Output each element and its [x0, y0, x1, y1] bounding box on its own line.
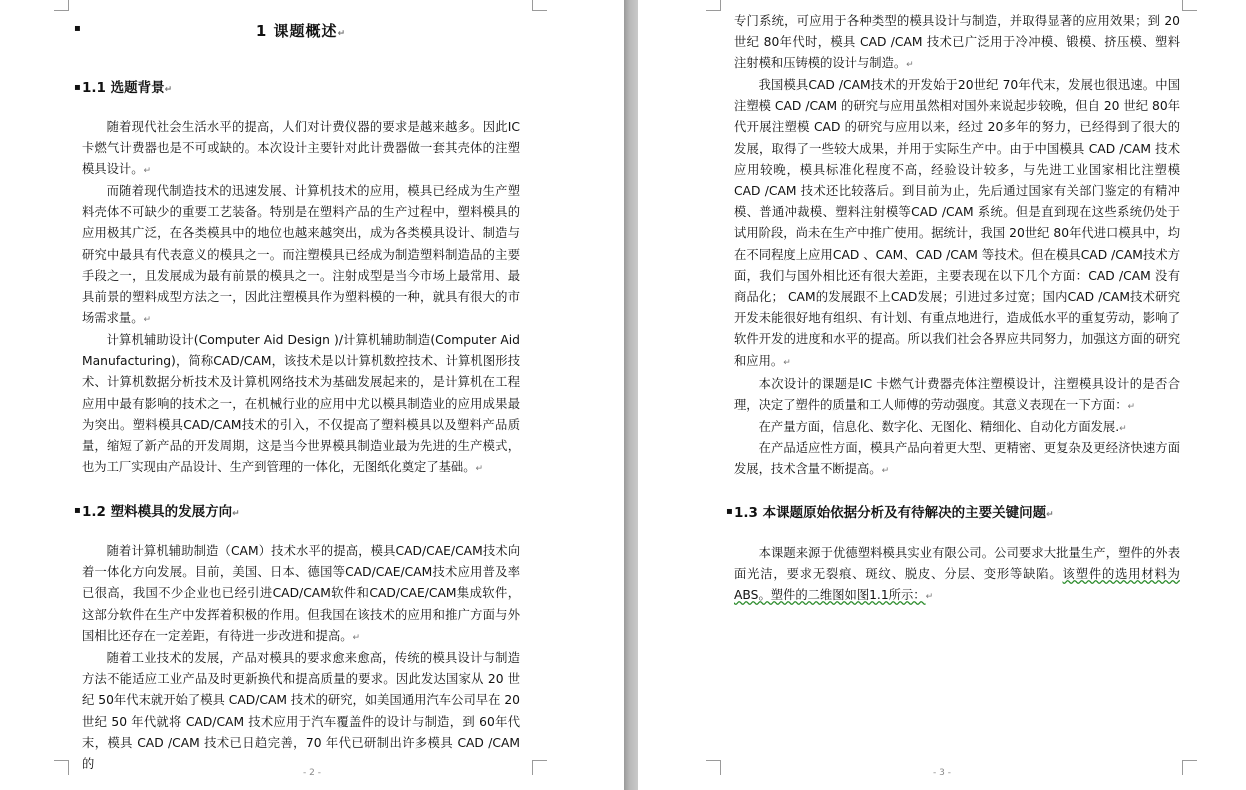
page-number: - 3 -	[933, 768, 951, 778]
paragraph: 随着现代社会生活水平的提高，人们对计费仪器的要求是越来越多。因此IC 卡燃气计费器也是不可或缺的。本次设计主要针对此计费器做一套其壳体的注塑模具设计。↵	[82, 120, 520, 177]
section-heading-1-3: 1.3 本课题原始依据分析及有待解决的主要关键问题↵	[734, 505, 1054, 521]
paragraph: 本课题来源于优德塑料模具实业有限公司。公司要求大批量生产，塑件的外表面光洁，要求无裂痕、斑纹、脱皮、分层、变形等缺陷。该塑件的选用材料为ABS。塑件的二维图如图1.1所示：↵	[734, 546, 1180, 603]
paragraph: 随着计算机辅助制造（CAM）技术水平的提高，模具CAD/CAE/CAM技术向着一体化方向发展。目前，美国、日本、德国等CAD/CAE/CAM技术应用普及率已很高，我国不少企业也已经引进CAD/CAM软件和CAD/CAE/CAM集成软件，这部分软件在生产中发挥着积极的作用。但我国在该技术的应用和推广方面与外国相比还存在一定差距，有待进一步改进和提高。↵	[82, 544, 520, 643]
paragraph: 我国模具CAD /CAM技术的开发始于20世纪 70年代末，发展也很迅速。中国注塑模 CAD /CAM 的研究与应用虽然相对国外来说起步较晚，但自 20 世纪 80年代开展注塑模 CAD 的研究与应用以来，经过 20多年的努力，已经得到了很大的发展，取得了一些较大成果，并用于实际生产中。由于中国模具 CAD /CAM 技术应用较晚，模具标准化程度不高，经验设计较多，与先进工业国家相比注塑模 CAD /CAM 技术还比较落后。到目前为止，先后通过国家有关部门鉴定的有精冲模、普通冲裁模、塑料注射模等CAD /CAM 系统。但是直到现在这些系统仍处于试用阶段，尚未在生产中推广使用。据统计，我国 20世纪 80年代进口模具中，均在不同程度上应用CAD 、CAM、CAD /CAM 等技术。但在模具CAD /CAM技术方面，我们与国外相比还有很大差距，主要表现在以下几个方面：CAD /CAM 没有商品化； CAM的发展跟不上CAD发展；引进过多过宽；国内CAD /CAM技术研究开发未能很好地有组织、有计划、有重点地进行，造成低水平的重复劳动，影响了软件开发的进度和水平的提高。所以我们社会各界应共同努力，加强这方面的研究和应用。↵	[734, 78, 1180, 368]
page-number: - 2 -	[303, 768, 321, 778]
document-page-right	[638, 0, 1246, 790]
crop-mark	[706, 0, 721, 11]
paragraph: 而随着现代制造技术的迅速发展、计算机技术的应用，模具已经成为生产塑料壳体不可缺少的重要工艺装备。特别是在塑料产品的生产过程中，塑料模具的应用极其广泛，在各类模具中的地位也越来越突出，成为各类模具设计、制造与研究中最具有代表意义的模具之一。而注塑模具已经成为制造塑料制造品的主要手段之一，且发展成为最有前景的模具之一。注射成型是当今市场上最常用、最具前景的塑料成型方法之一，因此注塑模具作为塑料模的一种，就具有很大的市场需求量。↵	[82, 184, 520, 326]
list-bullet: ▪	[726, 506, 733, 517]
list-bullet: ▪	[74, 505, 81, 516]
paragraph: 计算机辅助设计(Computer Aid Design )/计算机辅助制造(Computer Aid Manufacturing)，简称CAD/CAM，该技术是以计算机数控技术、计算机图形技术、计算机数据分析技术及计算机网络技术为基础发展起来的，是计算机在工程应用中最有影响的技术之一，在机械行业的应用中尤以模具制造业的应用成果最为突出。塑料模具CAD/CAM技术的引入，不仅提高了塑料模具以及塑料产品质量，缩短了新产品的开发周期，这是当今世界模具制造业最为先进的生产模式，也为工厂实现由产品设计、生产到管理的一体化，无图纸化奠定了基础。↵	[82, 333, 520, 475]
paragraph: 在产量方面，信息化、数字化、无图化、精细化、自动化方面发展.↵	[758, 420, 1127, 434]
chapter-title: 1 课题概述↵	[255, 22, 347, 40]
list-bullet: ▪	[74, 23, 81, 34]
page-gutter	[624, 0, 638, 790]
crop-mark	[1182, 0, 1197, 11]
section-heading-1-1: 1.1 选题背景↵	[82, 80, 173, 96]
crop-mark	[532, 0, 547, 11]
crop-mark	[54, 0, 69, 11]
section-heading-1-2: 1.2 塑料模具的发展方向↵	[82, 504, 240, 520]
list-bullet: ▪	[74, 82, 81, 93]
paragraph: 随着工业技术的发展，产品对模具的要求愈来愈高，传统的模具设计与制造方法不能适应工业产品及时更新换代和提高质量的要求。因此发达国家从 20 世纪 50年代末就开始了模具 CAD/CAM 技术的研究，如美国通用汽车公司早在 20 世纪 50 年代就将 CAD/CAM 技术应用于汽车覆盖件的设计与制造，到 60年代末，模具 CAD /CAM 技术已日趋完善，70 年代已研制出许多模具 CAD /CAM 的	[82, 651, 520, 772]
paragraph: 在产品适应性方面，模具产品向着更大型、更精密、更复杂及更经济快速方面发展，技术含量不断提高。↵	[734, 441, 1180, 477]
paragraph: 专门系统，可应用于各种类型的模具设计与制造，并取得显著的应用效果；到 20 世纪 80年代时，模具 CAD /CAM 技术已广泛用于冷冲模、锻模、挤压模、塑料注射模和压铸模的设计与制造。↵	[734, 14, 1180, 71]
paragraph: 本次设计的课题是IC 卡燃气计费器壳体注塑模设计，注塑模具设计的是否合理，决定了塑件的质量和工人师傅的劳动强度。其意义表现在一下方面：↵	[734, 377, 1180, 413]
